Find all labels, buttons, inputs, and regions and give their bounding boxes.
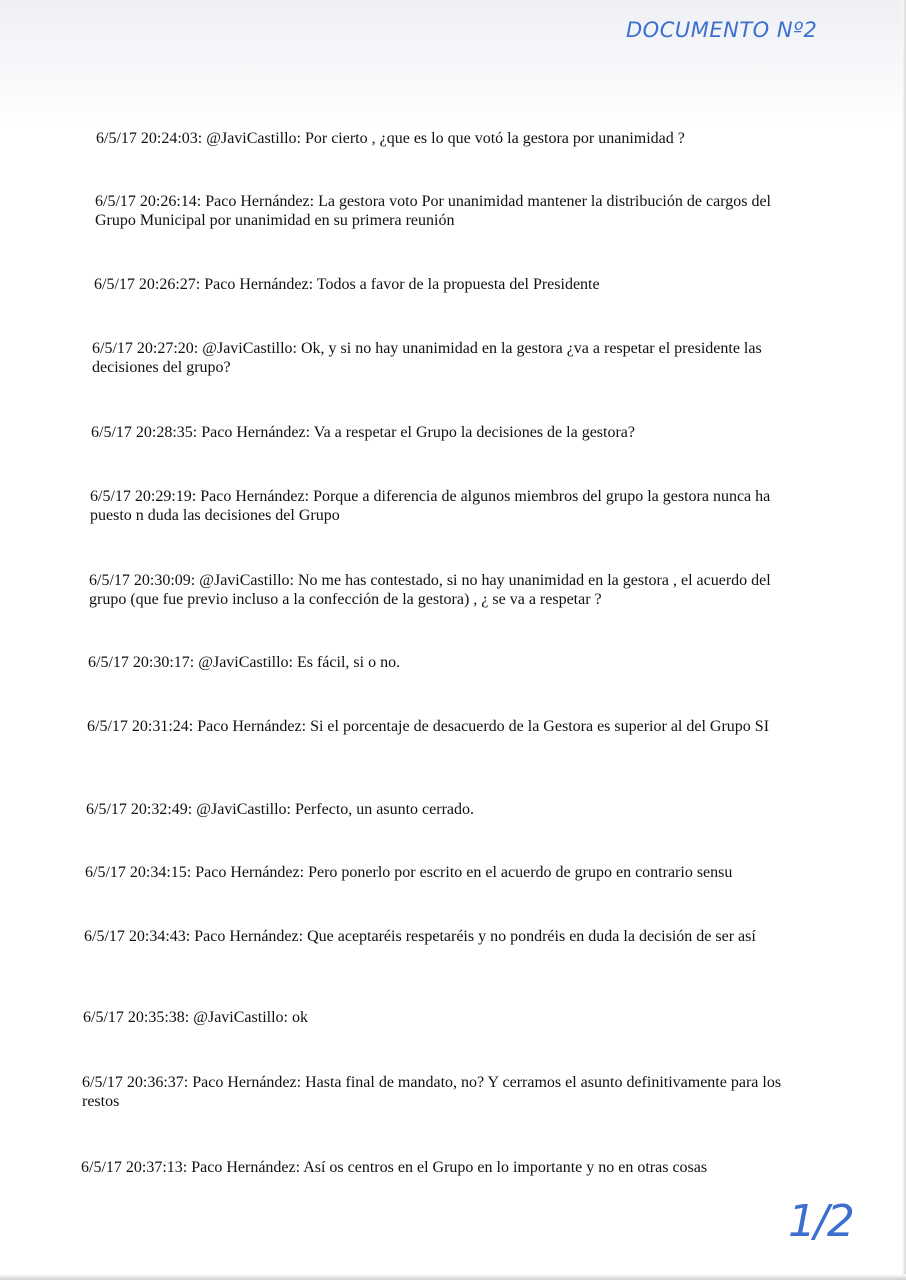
message-author: Paco Hernández: xyxy=(204,276,314,293)
message-timestamp: 6/5/17 20:29:19: xyxy=(90,488,197,505)
chat-message xyxy=(88,653,803,672)
message-author: @JaviCastillo: xyxy=(193,1009,288,1026)
message-timestamp: 6/5/17 20:30:09: xyxy=(89,572,196,589)
message-author: Paco Hernández: xyxy=(205,193,315,210)
message-text: Pero ponerlo por escrito en el acuerdo de grupo en contrario sensu xyxy=(308,864,733,881)
message-timestamp: 6/5/17 20:37:13: xyxy=(81,1159,188,1176)
chat-message xyxy=(94,275,809,294)
message-text: Hasta final de mandato, no? Y cerramos el asunto definitivamente para los restos xyxy=(82,1074,782,1110)
message-text: Todos a favor de la propuesta del Presidente xyxy=(316,276,600,293)
message-text: La gestora voto Por unanimidad mantener la distribución de cargos del Grupo Municipal por unanimidad en su primera reunión xyxy=(95,193,771,229)
message-text: Ok, y si no hay unanimidad en la gestora ¿va a respetar el presidente las decisiones del grupo? xyxy=(92,340,762,376)
message-author: @JaviCastillo: xyxy=(198,654,293,671)
chat-message xyxy=(84,927,799,946)
chat-message xyxy=(95,192,810,230)
handwritten-document-label: DOCUMENTO Nº2 xyxy=(626,18,818,42)
message-timestamp: 6/5/17 20:34:43: xyxy=(84,928,191,945)
message-timestamp: 6/5/17 20:27:20: xyxy=(92,340,199,357)
message-author: Paco Hernández: xyxy=(200,488,310,505)
message-timestamp: 6/5/17 20:30:17: xyxy=(88,654,195,671)
message-timestamp: 6/5/17 20:26:27: xyxy=(94,276,201,293)
handwritten-page-number: 1/2 xyxy=(788,1196,853,1247)
message-timestamp: 6/5/17 20:36:37: xyxy=(82,1074,189,1091)
chat-message xyxy=(85,863,800,882)
page-bottom-shadow xyxy=(0,1274,906,1280)
chat-message xyxy=(89,571,804,609)
message-author: Paco Hernández: xyxy=(197,718,307,735)
message-author: @JaviCastillo: xyxy=(202,340,297,357)
message-text: Va a respetar el Grupo la decisiones de la gestora? xyxy=(313,424,635,441)
message-text: Así os centros en el Grupo en lo importante y no en otras cosas xyxy=(303,1159,708,1176)
message-text: Si el porcentaje de desacuerdo de la Gestora es superior al del Grupo SI xyxy=(310,718,770,735)
page-edge-shadow xyxy=(902,0,906,1280)
chat-message xyxy=(87,717,802,736)
chat-message xyxy=(81,1158,811,1177)
message-text: Perfecto, un asunto cerrado. xyxy=(294,801,475,818)
message-timestamp: 6/5/17 20:34:15: xyxy=(85,864,192,881)
message-text: Porque a diferencia de algunos miembros del grupo la gestora nunca ha puesto n duda las decisiones del Grupo xyxy=(90,488,771,524)
message-author: Paco Hernández: xyxy=(194,928,304,945)
message-text: ok xyxy=(291,1009,308,1026)
message-text: Es fácil, si o no. xyxy=(296,654,401,671)
message-timestamp: 6/5/17 20:28:35: xyxy=(91,424,198,441)
message-author: Paco Hernández: xyxy=(192,1074,302,1091)
chat-message xyxy=(90,487,805,525)
message-author: @JaviCastillo: xyxy=(196,801,291,818)
chat-message xyxy=(86,800,801,819)
message-timestamp: 6/5/17 20:31:24: xyxy=(87,718,194,735)
chat-message xyxy=(92,339,807,377)
message-author: @JaviCastillo: xyxy=(206,130,301,147)
message-author: Paco Hernández: xyxy=(201,424,311,441)
message-timestamp: 6/5/17 20:35:38: xyxy=(83,1009,190,1026)
message-timestamp: 6/5/17 20:26:14: xyxy=(95,193,202,210)
chat-message xyxy=(82,1073,797,1111)
message-author: Paco Hernández: xyxy=(191,1159,301,1176)
message-text: Por cierto , ¿que es lo que votó la gestora por unanimidad ? xyxy=(304,130,685,147)
message-author: @JaviCastillo: xyxy=(199,572,294,589)
message-timestamp: 6/5/17 20:24:03: xyxy=(96,130,203,147)
chat-message xyxy=(91,423,806,442)
chat-message xyxy=(83,1008,798,1027)
chat-message xyxy=(96,129,811,148)
message-text: Que aceptaréis respetaréis y no pondréis en duda la decisión de ser así xyxy=(307,928,756,945)
message-text: No me has contestado, si no hay unanimidad en la gestora , el acuerdo del grupo (que fue previo incluso a la confección de la gestora) , ¿ se va a respetar ? xyxy=(89,572,771,608)
message-author: Paco Hernández: xyxy=(195,864,305,881)
message-timestamp: 6/5/17 20:32:49: xyxy=(86,801,193,818)
